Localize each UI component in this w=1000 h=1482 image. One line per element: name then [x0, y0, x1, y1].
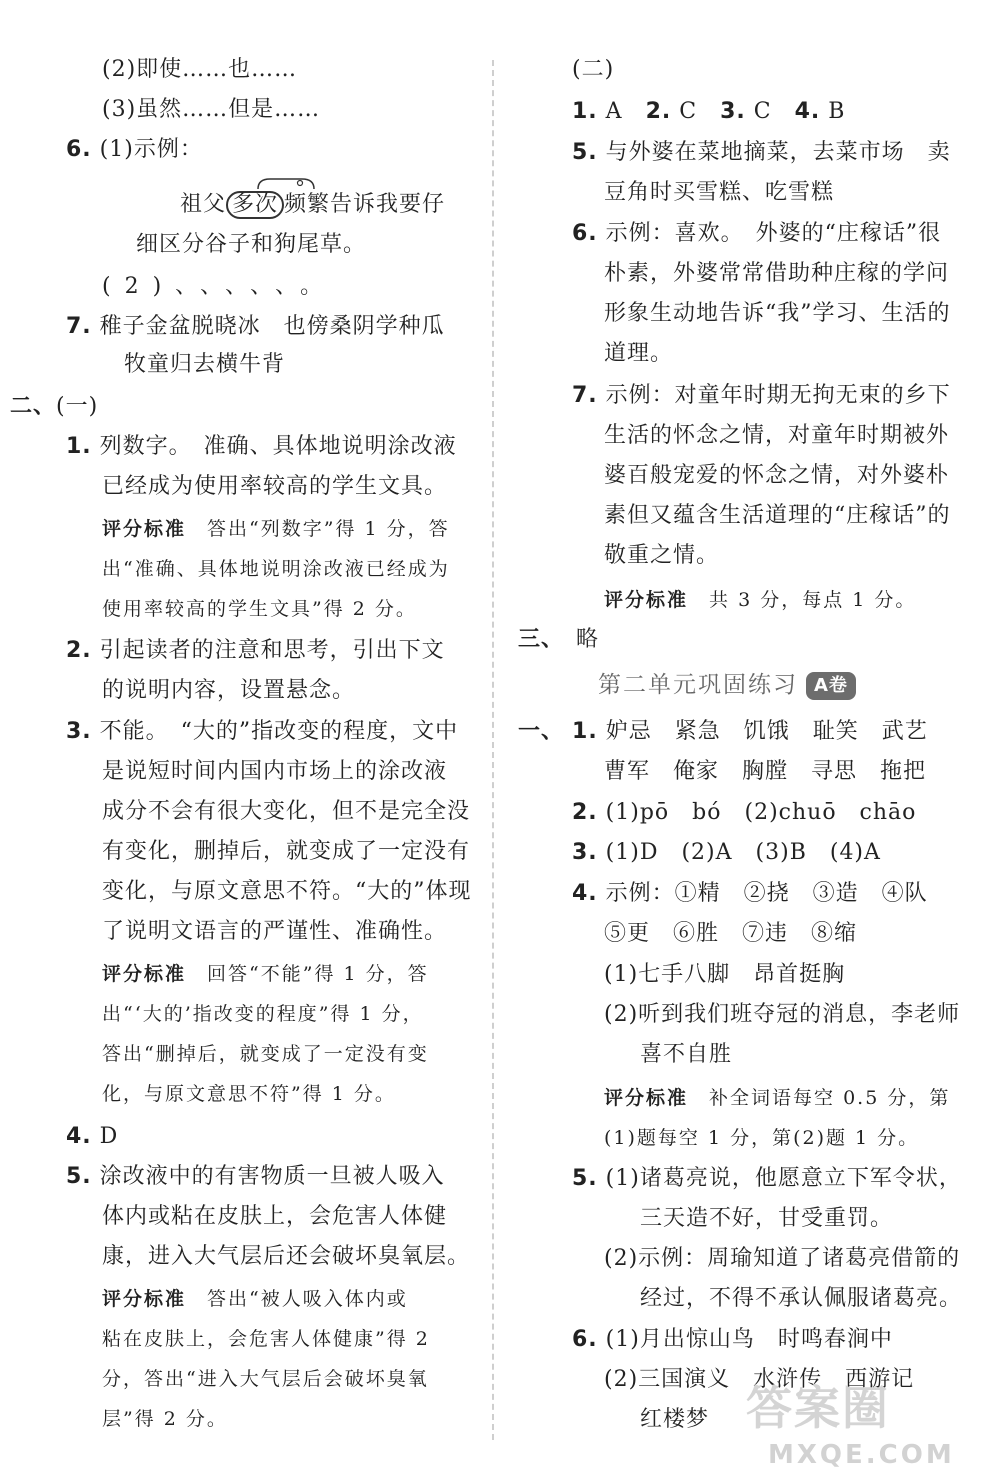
scoring-note: 评分标准 答出“被人吸入体内或: [102, 1288, 408, 1310]
watermark: [738, 1380, 1000, 1480]
scoring-note: 分，答出“进入大气层后会破坏臭氧: [102, 1368, 429, 1390]
circled-word: 多次: [226, 191, 284, 219]
answer-line: 道理。: [604, 341, 674, 366]
answer-line: 5. (1)诸葛亮说，他愿意立下军令状，: [572, 1166, 962, 1191]
answer-line: 形象生动地告诉“我”学习、生活的: [604, 301, 951, 326]
answer-line: 变化，与原文意思不符。“大的”体现: [102, 879, 472, 904]
answer-line: 生活的怀念之情，对童年时期被外: [604, 423, 950, 448]
scoring-note: 使用率较高的学生文具”得 2 分。: [102, 598, 417, 620]
answer-line: 3. (1)D (2)A (3)B (4)A: [572, 840, 881, 865]
answer-line: 了说明文语言的严谨性、准确性。: [102, 919, 448, 944]
answer-line: 康，进入大气层后还会破坏臭氧层。: [102, 1244, 471, 1269]
section-heading: 三、 略: [518, 627, 600, 652]
answer-line: 敬重之情。: [604, 543, 720, 568]
answer-line: 成分不会有很大变化，但不是完全没: [102, 799, 471, 824]
scoring-note: 评分标准 答出“列数字”得 1 分，答: [102, 518, 450, 540]
answer-line: 婆百般宠爱的怀念之情，对外婆朴: [604, 463, 950, 488]
answer-line: 素但又蕴含生活道理的“庄稼话”的: [604, 503, 951, 528]
answer-line: (2)听到我们班夺冠的消息，李老师: [604, 1002, 961, 1027]
answer-line: 3. 不能。 “大的”指改变的程度，文中: [66, 719, 459, 744]
answer-line: 牧童归去横牛背: [124, 352, 286, 377]
answer-line: 曹军 俺家 胸膛 寻思 拖把: [604, 759, 927, 784]
scoring-note: 层”得 2 分。: [102, 1408, 228, 1430]
answer-line: (2)三国演义 水浒传 西游记: [604, 1367, 915, 1392]
answer-line: 4. D: [66, 1124, 119, 1149]
answer-line: 2. 引起读者的注意和思考，引出下文: [66, 638, 445, 663]
answer-line: 是说短时间内国内市场上的涂改液: [102, 759, 448, 784]
answer-line: 体内或粘在皮肤上，会危害人体健: [102, 1204, 448, 1229]
answer-line: 4. 示例：①精 ②挠 ③造 ④队: [572, 881, 928, 906]
answer-line: (2)示例：周瑜知道了诸葛亮借箭的: [604, 1246, 961, 1271]
scoring-note: 粘在皮肤上，会危害人体健康”得 2: [102, 1328, 430, 1350]
answer-line: 1. A 2. C 3. C 4. B: [572, 99, 846, 124]
answer-line: 红楼梦: [640, 1407, 710, 1432]
answer-line: 经过，不得不承认佩服诸葛亮。: [640, 1286, 963, 1311]
answer-line: 7. 稚子金盆脱晓冰 也傍桑阴学种瓜: [66, 314, 445, 339]
answer-line: 有变化，删掉后，就变成了一定没有: [102, 839, 471, 864]
scoring-note: 评分标准 补全词语每空 0.5 分，第: [604, 1087, 951, 1109]
watermark-logo: 答案圈: [746, 1381, 890, 1435]
answer-line: (2)、、、、、。: [102, 274, 337, 299]
a-paper-badge: A卷: [806, 672, 856, 700]
answer-line: 喜不自胜: [640, 1042, 733, 1067]
answer-line: 6. 示例：喜欢。 外婆的“庄稼话”很: [572, 221, 942, 246]
answer-line: 的说明内容，设置悬念。: [102, 678, 356, 703]
scoring-note: 答出“删掉后，就变成了一定没有变: [102, 1043, 429, 1065]
section-heading: (二): [572, 57, 615, 82]
answer-line: 三天造不好，甘受重罚。: [640, 1206, 894, 1231]
answer-line: 2. (1)pō bó (2)chuō chāo: [572, 800, 917, 825]
section-heading: 二、(一): [10, 394, 99, 419]
column-divider: [492, 60, 494, 1440]
scoring-note: 评分标准 回答“不能”得 1 分，答: [102, 963, 429, 985]
scoring-note: 出“准确、具体地说明涂改液已经成为: [102, 558, 450, 580]
scoring-note: 出“‘大的’指改变的程度”得 1 分，: [102, 1003, 424, 1025]
scoring-note: 评分标准 共 3 分，每点 1 分。: [604, 589, 917, 611]
watermark-url: MXQE.COM: [768, 1440, 955, 1470]
unit-title: 第二单元巩固练习 A卷: [598, 668, 856, 702]
scoring-note: 化，与原文意思不符”得 1 分。: [102, 1083, 396, 1105]
answer-line: (1)七手八脚 昂首挺胸: [604, 962, 846, 987]
answer-line: 6. (1)示例：: [66, 137, 203, 162]
answer-line: 豆角时买雪糕、吃雪糕: [604, 180, 835, 205]
answer-line: 细区分谷子和狗尾草。: [136, 232, 367, 257]
transpose-mark-icon: [256, 177, 316, 191]
answer-line: 6. (1)月出惊山鸟 时鸣春涧中: [572, 1327, 893, 1352]
answer-line: 1. 列数字。 准确、具体地说明涂改液: [66, 434, 457, 459]
answer-line: 5. 涂改液中的有害物质一旦被人吸入: [66, 1164, 445, 1189]
answer-line: 一、 1. 妒忌 紧急 饥饿 耻笑 武艺: [518, 719, 928, 744]
answer-line: 7. 示例：对童年时期无拘无束的乡下: [572, 383, 951, 408]
answer-line: (3)虽然……但是……: [102, 97, 321, 122]
answer-line: 已经成为使用率较高的学生文具。: [102, 474, 448, 499]
answer-line: (2)即使……也……: [102, 57, 298, 82]
answer-line: 5. 与外婆在菜地摘菜，去菜市场 卖: [572, 140, 951, 165]
answer-line: 朴素，外婆常常借助种庄稼的学问: [604, 261, 950, 286]
answer-line: ⑤更 ⑥胜 ⑦违 ⑧缩: [604, 921, 858, 946]
answer-line: 祖父 多次 频繁告诉我要仔: [180, 190, 445, 220]
scoring-note: (1)题每空 1 分，第(2)题 1 分。: [604, 1127, 920, 1149]
